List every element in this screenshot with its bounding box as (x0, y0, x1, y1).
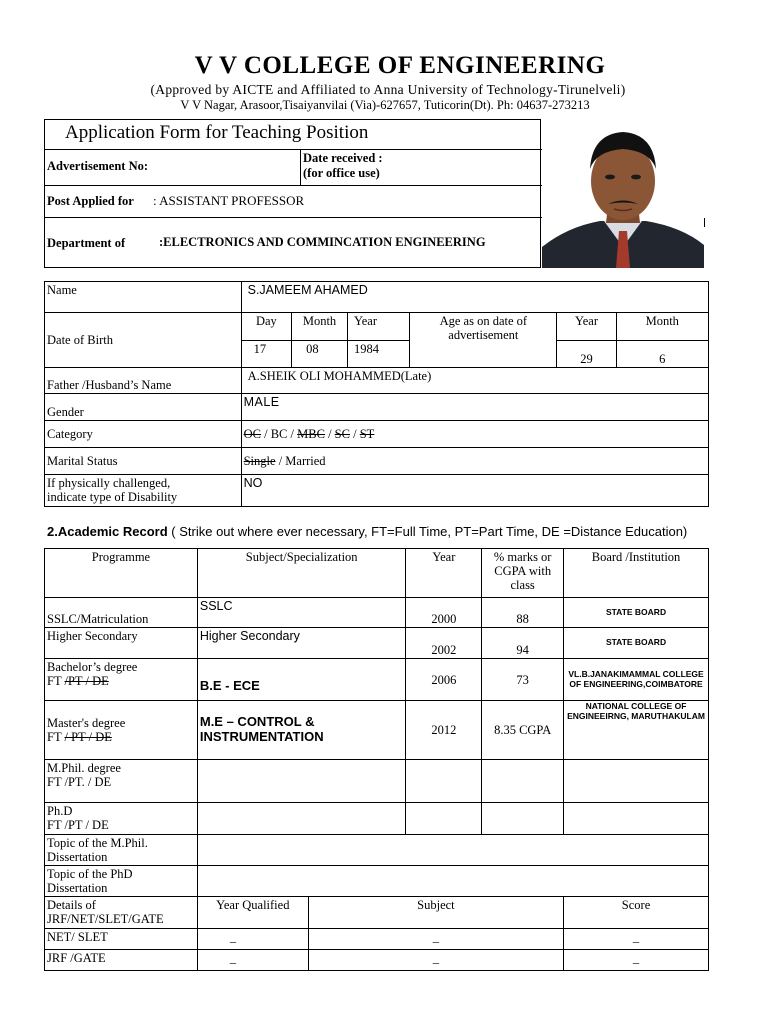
marital-value (241, 448, 708, 475)
table-row (45, 803, 709, 835)
net-subject: _ (308, 929, 563, 950)
address-line: V V Nagar, Arasoor,Tisaiyanvilai (Via)-627657, Tuticorin(Dt). Ph: 04637-273213 (180, 98, 590, 112)
disability-value: NO (241, 475, 708, 507)
mphil-topic-value (197, 835, 708, 866)
col-subject: Subject/Specialization (197, 549, 406, 598)
table-row (45, 929, 709, 950)
age-month-label: Month (616, 313, 708, 341)
subject-cell: Higher Secondary (197, 628, 406, 659)
year-cell: 2000 (406, 598, 482, 628)
programme-cell: M.Phil. degree FT /PT. / DE (45, 760, 198, 803)
advertisement-label: Advertisement No: (47, 159, 149, 173)
gender-label: Gender (45, 394, 242, 421)
col-year: Year (406, 549, 482, 598)
year-cell (406, 760, 482, 803)
phd-topic-label: Topic of the PhD Dissertation (45, 866, 198, 897)
marks-cell: 88 (482, 598, 564, 628)
dob-label: Date of Birth (45, 313, 242, 368)
dob-year-value: 1984 (347, 341, 409, 368)
subject-cell (197, 803, 406, 835)
programme-cell: Ph.D FT /PT / DE (45, 803, 198, 835)
programme-cell: Higher Secondary (45, 628, 198, 659)
father-label: Father /Husband’s Name (45, 368, 242, 394)
net-year: _ (197, 929, 308, 950)
table-row (45, 950, 709, 971)
table-row (45, 835, 709, 866)
marital-single: Single (243, 454, 276, 468)
details-label: Details of JRF/NET/SLET/GATE (45, 897, 198, 929)
age-year-value: 29 (557, 341, 616, 368)
office-use-label: (for office use) (303, 166, 380, 180)
col-board: Board /Institution (564, 549, 709, 598)
marks-cell (482, 803, 564, 835)
name-label: Name (45, 282, 242, 313)
table-row (45, 659, 709, 701)
age-month-value: 6 (616, 341, 708, 368)
board-cell: STATE BOARD (564, 598, 709, 628)
category-mbc: MBC (297, 427, 325, 441)
academic-record-table (44, 548, 709, 971)
col-score: Score (564, 897, 709, 929)
marital-label: Marital Status (45, 448, 242, 475)
category-value: OC / BC / MBC / SC / ST (241, 421, 708, 448)
personal-details-table (44, 281, 709, 507)
table-row (45, 897, 709, 929)
marks-cell: 8.35 CGPA (482, 701, 564, 760)
approval-line: (Approved by AICTE and Affiliated to Anna University of Technology-Tirunelveli) (150, 82, 626, 97)
board-cell: VL.B.JANAKIMAMMAL COLLEGE OF ENGINEERING,COIMBATORE (564, 659, 709, 701)
board-cell: STATE BOARD (564, 628, 709, 659)
dob-day-value: 17 (241, 341, 291, 368)
year-cell: 2012 (406, 701, 482, 760)
table-row (45, 701, 709, 760)
date-received-label: Date received : (303, 151, 383, 165)
jrf-score: _ (564, 950, 709, 971)
col-programme: Programme (45, 549, 198, 598)
dob-month-label: Month (292, 313, 348, 341)
marks-cell: 73 (482, 659, 564, 701)
applicant-photo (542, 119, 704, 268)
dob-day-label: Day (241, 313, 291, 341)
category-bc: BC (270, 427, 288, 441)
age-label: Age as on date of advertisement (410, 313, 557, 368)
table-row (45, 866, 709, 897)
marks-cell: 94 (482, 628, 564, 659)
programme-cell: Bachelor’s degree FT /PT / DE (45, 659, 198, 701)
year-cell: 2006 (406, 659, 482, 701)
department-value: :ELECTRONICS AND COMMINCATION ENGINEERING (159, 235, 486, 249)
table-row (45, 598, 709, 628)
academic-heading: 2.Academic Record ( Strike out where ever necessary, FT=Full Time, PT=Part Time, DE =Distance Education) (47, 524, 688, 539)
programme-cell: SSLC/Matriculation (45, 598, 198, 628)
subject-cell (197, 760, 406, 803)
post-applied-value: : ASSISTANT PROFESSOR (153, 193, 305, 208)
stray-mark (704, 218, 705, 227)
subject-cell: B.E - ECE (197, 659, 406, 701)
programme-cell: Master's degree FT / PT / DE (45, 701, 198, 760)
form-title: Application Form for Teaching Position (65, 122, 369, 143)
dob-year-label: Year (347, 313, 409, 341)
subject-cell: M.E – CONTROL & INSTRUMENTATION (197, 701, 406, 760)
category-st: ST (359, 427, 375, 441)
board-cell: NATIONAL COLLEGE OF ENGINEEIRNG, MARUTHAKULAM (564, 701, 709, 760)
college-name: V V COLLEGE OF ENGINEERING (194, 52, 606, 79)
col-marks: % marks or CGPA with class (482, 549, 564, 598)
category-oc: OC (243, 427, 261, 441)
net-score: _ (564, 929, 709, 950)
name-value: S.JAMEEM AHAMED (241, 282, 708, 313)
jrf-label: JRF /GATE (45, 950, 198, 971)
department-label: Department of (47, 236, 126, 250)
application-header-box (44, 119, 541, 268)
age-year-label: Year (557, 313, 616, 341)
board-cell (564, 803, 709, 835)
table-row (45, 760, 709, 803)
post-applied-label: Post Applied for (47, 194, 134, 208)
year-cell (406, 803, 482, 835)
net-label: NET/ SLET (45, 929, 198, 950)
marks-cell (482, 760, 564, 803)
col-year-qualified: Year Qualified (197, 897, 308, 929)
mphil-topic-label: Topic of the M.Phil. Dissertation (45, 835, 198, 866)
jrf-year: _ (197, 950, 308, 971)
phd-topic-value (197, 866, 708, 897)
disability-label: If physically challenged, indicate type of Disability (45, 475, 242, 507)
col-subject2: Subject (308, 897, 563, 929)
marital-married: / Married (275, 454, 326, 468)
father-value: A.SHEIK OLI MOHAMMED(Late) (241, 368, 708, 394)
category-sc: SC (334, 427, 350, 441)
gender-value: MALE (241, 394, 708, 421)
jrf-subject: _ (308, 950, 563, 971)
table-row (45, 628, 709, 659)
dob-month-value: 08 (292, 341, 348, 368)
year-cell: 2002 (406, 628, 482, 659)
category-label: Category (45, 421, 242, 448)
board-cell (564, 760, 709, 803)
subject-cell: SSLC (197, 598, 406, 628)
